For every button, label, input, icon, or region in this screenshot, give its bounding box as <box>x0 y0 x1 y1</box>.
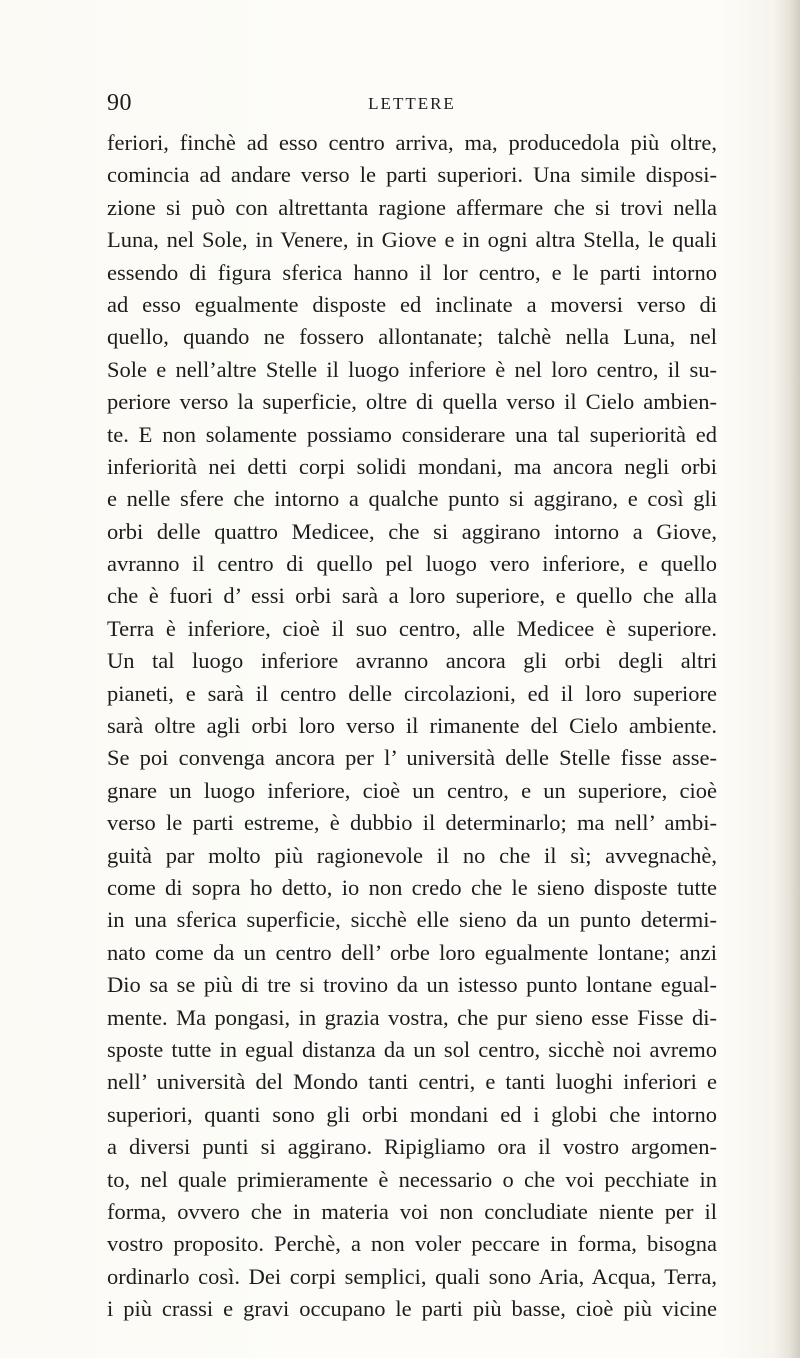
text-line: Se poi convenga ancora per l’ università delle Stelle fisse asse- <box>107 745 717 771</box>
text-line: superiori, quanti sono gli orbi mondani ed i globi che intorno <box>107 1101 717 1127</box>
text-line: vostro proposito. Perchè, a non voler peccare in forma, bisogna <box>107 1231 717 1257</box>
text-line: Terra è inferiore, cioè il suo centro, alle Medicee è superiore. <box>107 615 717 641</box>
text-line: inferiorità nei detti corpi solidi mondani, ma ancora negli orbi <box>107 453 717 479</box>
running-title: LETTERE <box>368 94 456 113</box>
text-line: Luna, nel Sole, in Venere, in Giove e in ogni altra Stella, le quali <box>107 227 717 253</box>
text-line: sposte tutte in egual distanza da un sol centro, sicchè noi avremo <box>107 1036 717 1062</box>
text-line: sarà oltre agli orbi loro verso il rimanente del Cielo ambiente. <box>107 713 717 739</box>
text-line: ordinarlo così. Dei corpi semplici, quali sono Aria, Acqua, Terra, <box>107 1263 717 1289</box>
text-line: forma, ovvero che in materia voi non concludiate niente per il <box>107 1198 717 1224</box>
text-line: a diversi punti si aggirano. Ripigliamo ora il vostro argomen- <box>107 1134 717 1160</box>
text-line: gnare un luogo inferiore, cioè un centro, e un superiore, cioè <box>107 777 717 803</box>
text-line: avranno il centro di quello pel luogo vero inferiore, e quello <box>107 551 717 577</box>
text-line: ad esso egualmente disposte ed inclinate a moversi verso di <box>107 291 717 317</box>
text-line: periore verso la superficie, oltre di quella verso il Cielo ambien- <box>107 389 717 415</box>
text-line: orbi delle quattro Medicee, che si aggirano intorno a Giove, <box>107 518 717 544</box>
text-line: e nelle sfere che intorno a qualche punto si aggirano, e così gli <box>107 486 717 512</box>
text-line: feriori, finchè ad esso centro arriva, ma, producedola più oltre, <box>107 130 717 155</box>
text-line: i più crassi e gravi occupano le parti più basse, cioè più vicine <box>107 1296 717 1322</box>
text-line: comincia ad andare verso le parti superiori. Una simile disposi- <box>107 162 717 188</box>
text-line: che è fuori d’ essi orbi sarà a loro superiore, e quello che alla <box>107 583 717 609</box>
text-line: Un tal luogo inferiore avranno ancora gli orbi degli altri <box>107 648 717 674</box>
page-edge-shadow <box>774 0 800 1358</box>
text-line: te. E non solamente possiamo considerare una tal superiorità ed <box>107 421 717 447</box>
body-text <box>107 127 717 1325</box>
text-line: verso le parti estreme, è dubbio il determinarlo; ma nell’ ambi- <box>107 810 717 836</box>
text-line: pianeti, e sarà il centro delle circolazioni, ed il loro superiore <box>107 680 717 706</box>
text-line: Sole e nell’altre Stelle il luogo inferiore è nel loro centro, il su- <box>107 356 717 382</box>
text-line: nato come da un centro dell’ orbe loro egualmente lontane; anzi <box>107 939 717 965</box>
running-head <box>107 90 717 118</box>
text-line: to, nel quale primieramente è necessario o che voi pecchiate in <box>107 1166 717 1192</box>
text-line: mente. Ma pongasi, in grazia vostra, che pur sieno esse Fisse di- <box>107 1004 717 1030</box>
text-line: Dio sa se più di tre si trovino da un istesso punto lontane egual- <box>107 972 717 998</box>
text-line: quello, quando ne fossero allontanate; talchè nella Luna, nel <box>107 324 717 350</box>
text-line: in una sferica superficie, sicchè elle sieno da un punto determi- <box>107 907 717 933</box>
text-line: come di sopra ho detto, io non credo che le sieno disposte tutte <box>107 874 717 900</box>
page-number: 90 <box>107 90 132 116</box>
text-line: nell’ università del Mondo tanti centri, e tanti luoghi inferiori e <box>107 1069 717 1095</box>
text-line: zione si può con altrettanta ragione affermare che si trovi nella <box>107 194 717 220</box>
text-line: essendo di figura sferica hanno il lor centro, e le parti intorno <box>107 259 717 285</box>
text-line: guità par molto più ragionevole il no che il sì; avvegnachè, <box>107 842 717 868</box>
